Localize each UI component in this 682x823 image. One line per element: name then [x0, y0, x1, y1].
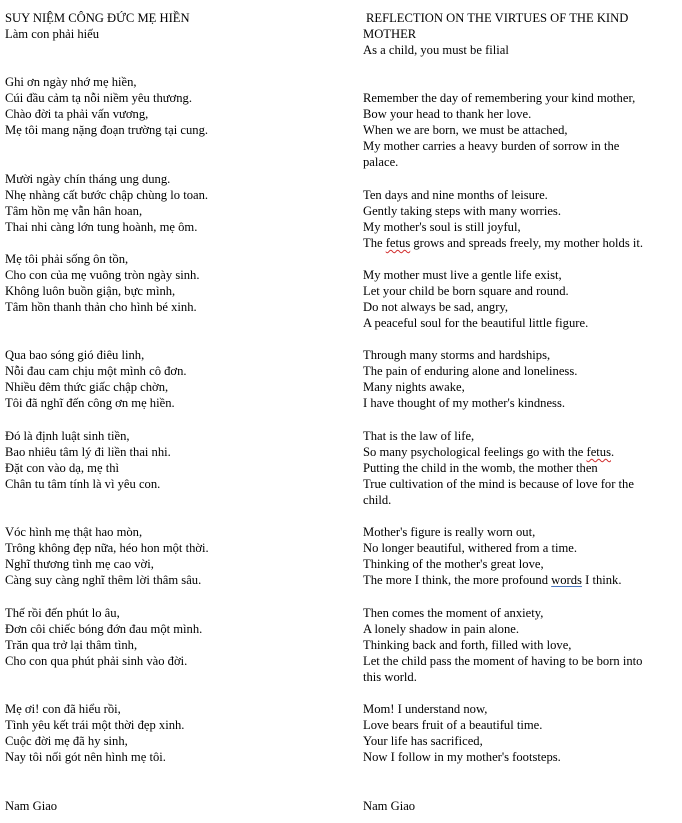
verse-line: Cho con của mẹ vuông tròn ngày sinh. [5, 268, 200, 282]
verse-line: My mother's soul is still joyful, [363, 220, 521, 234]
verse-line: Mẹ tôi mang nặng đoạn trường tại cung. [5, 123, 209, 137]
verse-line: Thai nhi càng lớn tung hoành, mẹ ôm. [5, 220, 198, 234]
verse-line: I have thought of my mother's kindness. [363, 396, 565, 410]
verse-line: Chào đời ta phải vấn vương, [5, 107, 149, 121]
verse-line: Đặt con vào dạ, mẹ thì [5, 461, 120, 475]
verse-line: Thinking of the mother's great love, [363, 557, 544, 571]
verse-line: No longer beautiful, withered from a time. [363, 541, 578, 555]
poem-title-vi: SUY NIỆM CÔNG ĐỨC MẸ HIỀN [5, 11, 190, 25]
verse-line: Tình yêu kết trái một thời đẹp xinh. [5, 718, 185, 732]
verse-line: Đơn côi chiếc bóng đớn đau một mình. [5, 622, 203, 636]
proofing-mark: fetus [385, 236, 411, 250]
verse-line: Trăn qua trở lại thâm tình, [5, 638, 138, 652]
verse-line: Cuộc đời mẹ đã hy sinh, [5, 734, 128, 748]
verse-line: Nỗi đau cam chịu một mình cô đơn. [5, 364, 187, 378]
verse-line: Càng suy càng nghĩ thêm lời thâm sâu. [5, 573, 202, 587]
verse-line: Cúi đầu cảm tạ nỗi niềm yêu thương. [5, 91, 192, 105]
verse-line: Let the child pass the moment of having to be born into [363, 654, 643, 668]
verse-line: Your life has sacrificed, [363, 734, 483, 748]
verse-line: Nay tôi nối gót nên hình mẹ tôi. [5, 750, 166, 764]
verse-line: Tâm hồn mẹ vẫn hân hoan, [5, 204, 143, 218]
verse-line: Ten days and nine months of leisure. [363, 188, 548, 202]
verse-line: Qua bao sóng gió điêu linh, [5, 348, 145, 362]
verse-line: palace. [363, 155, 399, 169]
verse-line: Do not always be sad, angry, [363, 300, 509, 314]
verse-line: Vóc hình mẹ thật hao mòn, [5, 525, 143, 539]
verse-line: Bao nhiêu tâm lý đi liền thai nhi. [5, 445, 171, 459]
verse-line: A peaceful soul for the beautiful little figure. [363, 316, 589, 330]
proofing-mark: words [551, 573, 582, 587]
verse-line: Many nights awake, [363, 380, 465, 394]
poem-title-en-line1: REFLECTION ON THE VIRTUES OF THE KIND [366, 11, 629, 25]
verse-line-fetus: The fetus grows and spreads freely, my mother holds it. [363, 236, 644, 250]
poem-subtitle-en: As a child, you must be filial [363, 43, 509, 57]
verse-line: Cho con qua phút phải sinh vào đời. [5, 654, 188, 668]
verse-line: Mẹ tôi phải sống ôn tồn, [5, 252, 129, 266]
verse-line: Love bears fruit of a beautiful time. [363, 718, 543, 732]
verse-line: That is the law of life, [363, 429, 475, 443]
verse-line: A lonely shadow in pain alone. [363, 622, 519, 636]
verse-line: Now I follow in my mother's footsteps. [363, 750, 561, 764]
verse-line: this world. [363, 670, 417, 684]
verse-line: Then comes the moment of anxiety, [363, 606, 544, 620]
verse-line: The pain of enduring alone and loneliness. [363, 364, 578, 378]
verse-line: Tâm hồn thanh thản cho hình bé xinh. [5, 300, 197, 314]
verse-line: Let your child be born square and round. [363, 284, 569, 298]
verse-line-words: The more I think, the more profound words I think. [363, 573, 622, 587]
verse-line: Bow your head to thank her love. [363, 107, 532, 121]
verse-line: Gently taking steps with many worries. [363, 204, 561, 218]
verse-line: True cultivation of the mind is because of love for the [363, 477, 634, 491]
verse-line: Không luôn buồn giận, bực mình, [5, 284, 176, 298]
poem-title-en-line2: MOTHER [363, 27, 417, 41]
verse-line: Tôi đã nghĩ đến công ơn mẹ hiền. [5, 396, 175, 410]
verse-line: Putting the child in the womb, the mother then [363, 461, 598, 475]
verse-line: Mom! I understand now, [363, 702, 488, 716]
verse-line: Thế rồi đến phút lo âu, [5, 606, 120, 620]
verse-line: Trông không đẹp nữa, héo hon một thời. [5, 541, 209, 555]
verse-line: child. [363, 493, 392, 507]
verse-line: Thinking back and forth, filled with love, [363, 638, 572, 652]
author-vi: Nam Giao [5, 799, 58, 813]
proofing-mark: fetus [586, 445, 611, 459]
verse-line: Mẹ ơi! con đã hiểu rồi, [5, 702, 121, 716]
verse-line: My mother must live a gentle life exist, [363, 268, 562, 282]
verse-line-fetus: So many psychological feelings go with the fetus. [363, 445, 615, 459]
verse-line: Remember the day of remembering your kind mother, [363, 91, 636, 105]
author-en: Nam Giao [363, 799, 416, 813]
verse-line: Nhiều đêm thức giấc chập chờn, [5, 380, 169, 394]
verse-line: Through many storms and hardships, [363, 348, 551, 362]
poem-subtitle-vi: Làm con phải hiếu [5, 27, 100, 41]
verse-line: Mười ngày chín tháng ung dung. [5, 172, 171, 186]
verse-line: My mother carries a heavy burden of sorrow in the [363, 139, 620, 153]
verse-line: Ghi ơn ngày nhớ mẹ hiền, [5, 75, 137, 89]
verse-line: Nhẹ nhàng cất bước chập chùng lo toan. [5, 188, 209, 202]
verse-line: Chân tu tâm tính là vì yêu con. [5, 477, 161, 491]
verse-line: Mother's figure is really worn out, [363, 525, 536, 539]
verse-line: Nghĩ thương tình mẹ cao vời, [5, 557, 154, 571]
verse-line: Đó là định luật sinh tiền, [5, 429, 130, 443]
verse-line: When we are born, we must be attached, [363, 123, 568, 137]
